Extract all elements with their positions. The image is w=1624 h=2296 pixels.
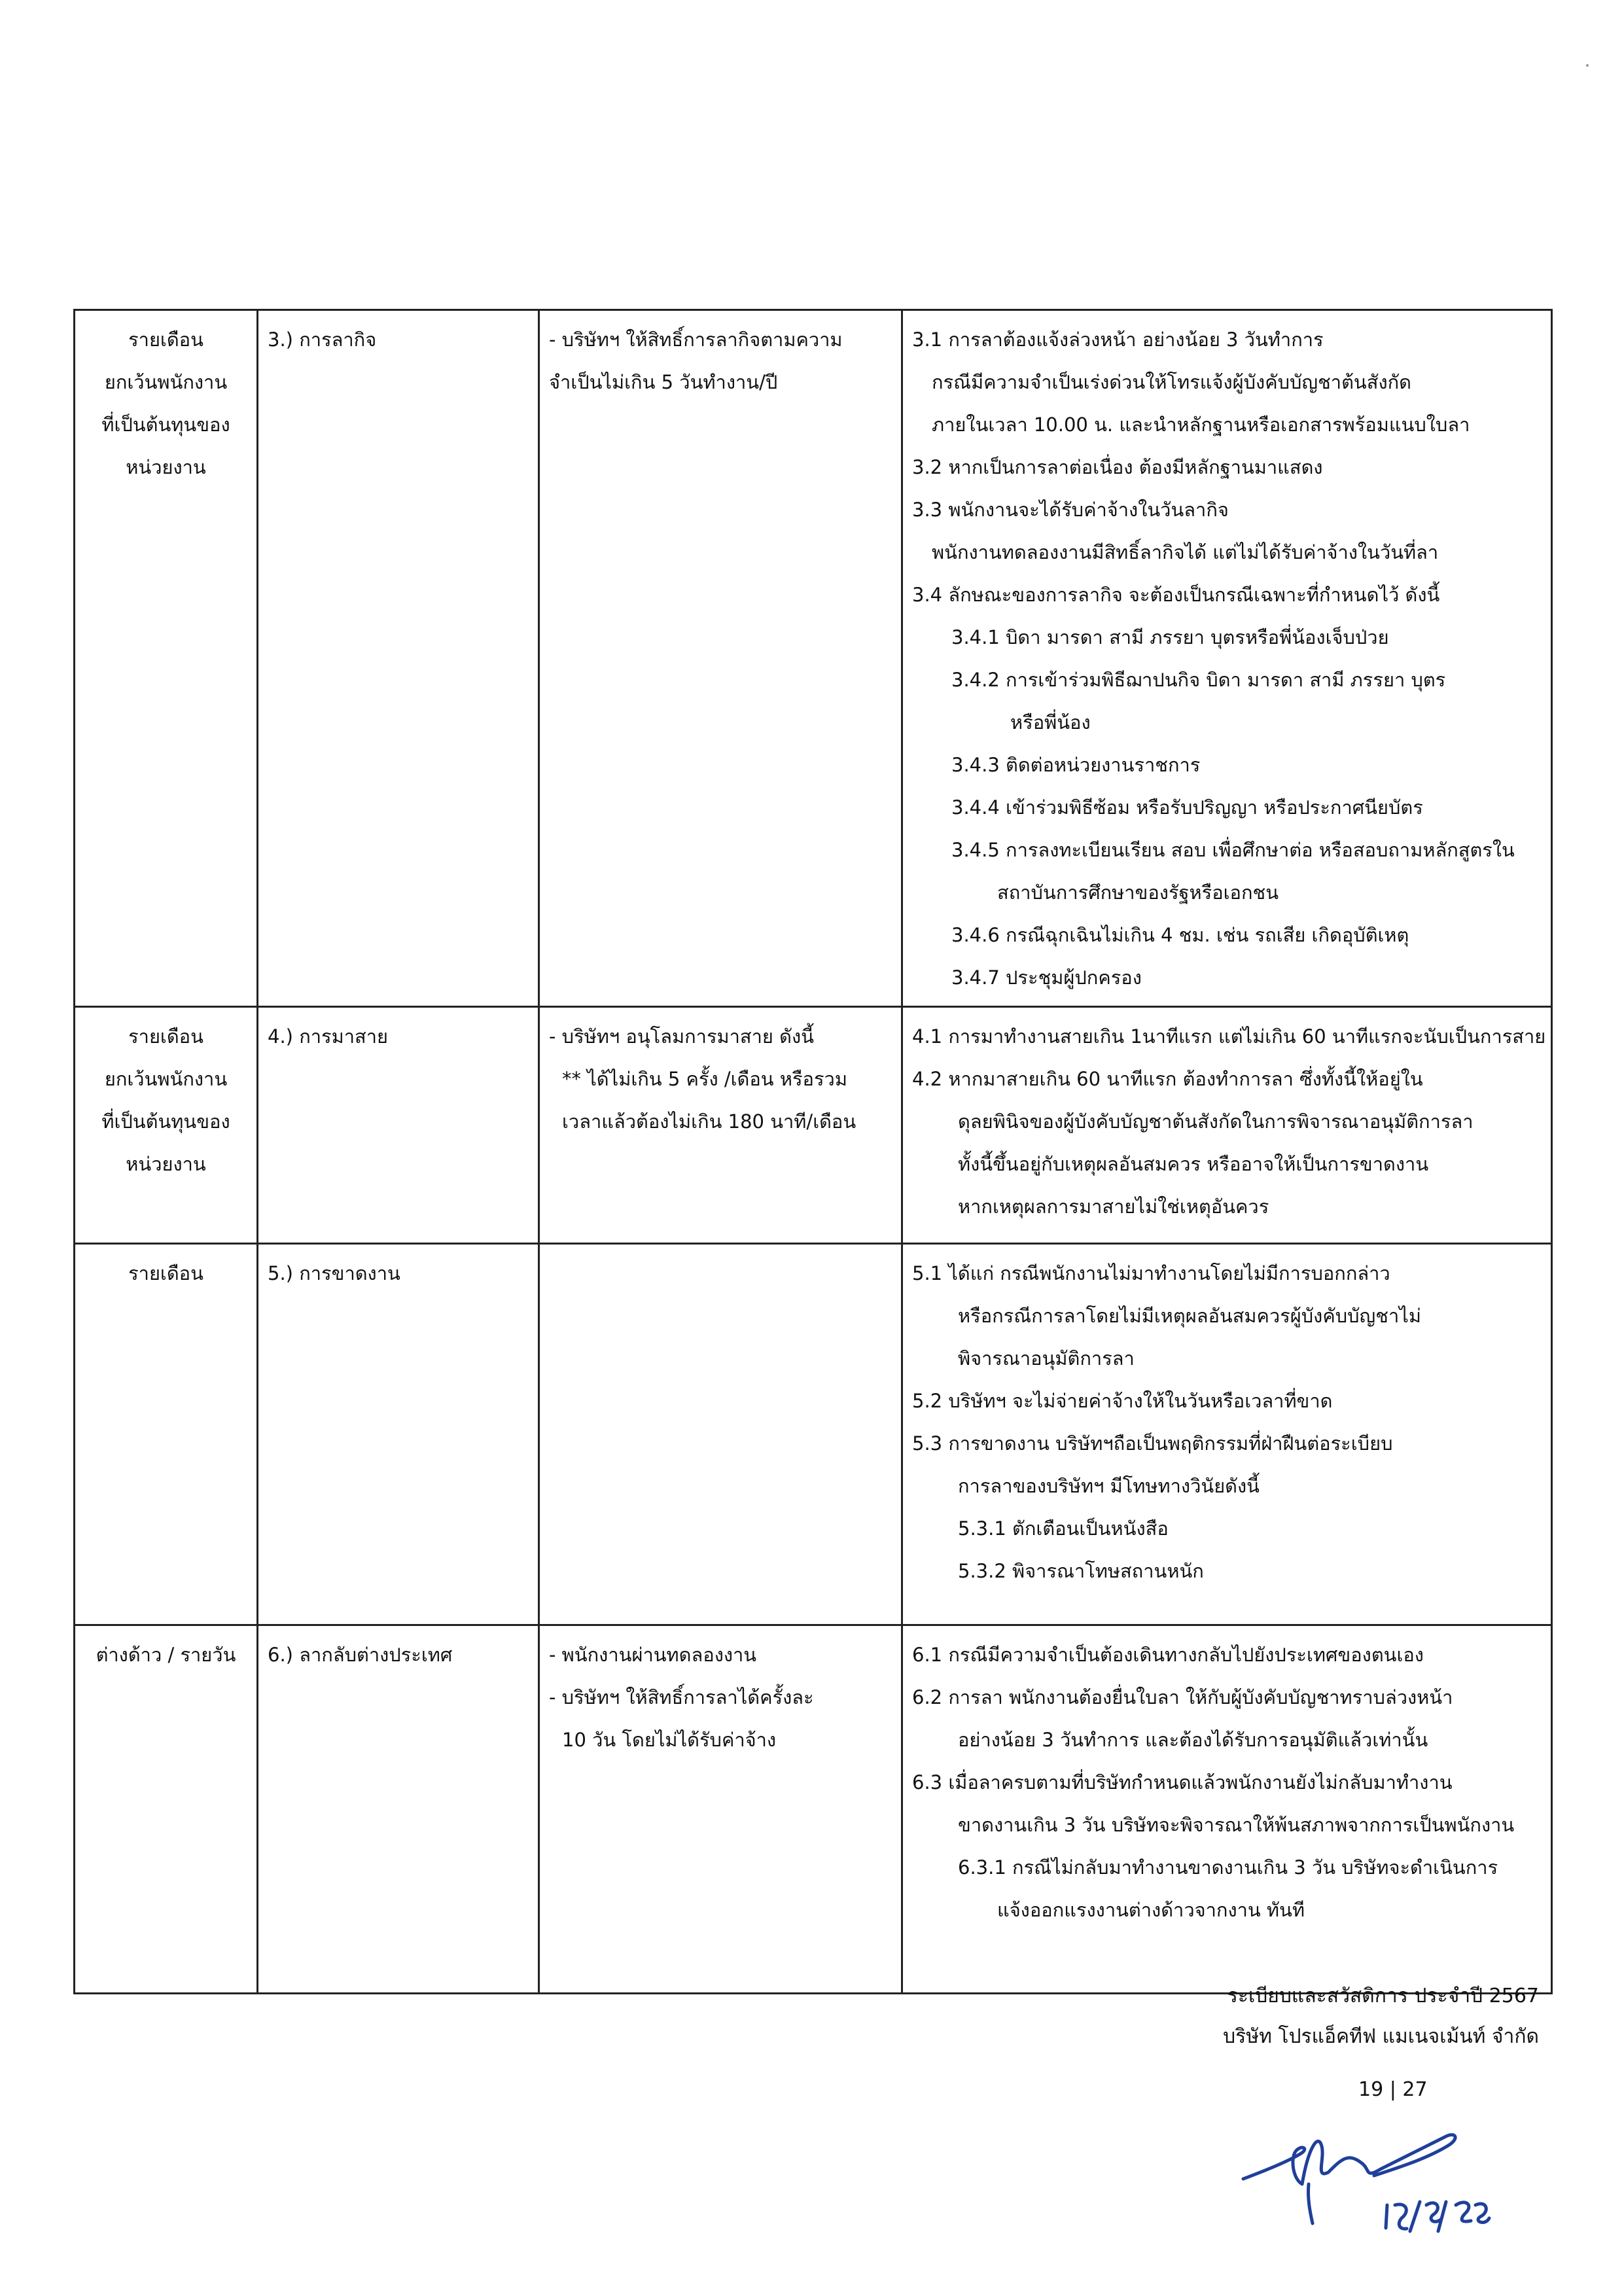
- condition-line: 5.3.1 ตักเตือนเป็นหนังสือ: [958, 1517, 1169, 1540]
- entitlement-line: - บริษัทฯ ให้สิทธิ์การลาได้ครั้งละ: [549, 1686, 814, 1708]
- condition-line: ดุลยพินิจของผู้บังคับบัญชาต้นสังกัดในการพิจารณาอนุมัติการลา: [958, 1110, 1474, 1133]
- condition-line: 3.3 พนักงานจะได้รับค่าจ้างในวันลากิจ: [912, 499, 1229, 521]
- employee-type-cell: [75, 1244, 258, 1625]
- leave-type-cell: [258, 1244, 539, 1625]
- leave-type-cell: [258, 1007, 539, 1244]
- condition-line: 3.4.7 ประชุมผู้ปกครอง: [951, 966, 1142, 989]
- employee-type-line: รายเดือน: [128, 1262, 203, 1284]
- condition-line: 4.2 หากมาสายเกิน 60 นาทีแรก ต้องทำการลา ซึ่งทั้งนี้ให้อยู่ใน: [912, 1068, 1423, 1090]
- leave-type-label: 4.) การมาสาย: [268, 1025, 388, 1048]
- employee-type-line: ที่เป็นต้นทุนของ: [101, 1110, 230, 1133]
- document-footer: [1223, 1976, 1539, 2057]
- condition-line: 3.4.4 เข้าร่วมพิธีซ้อม หรือรับปริญญา หรือประกาศนียบัตร: [951, 796, 1423, 819]
- entitlement-line: ** ได้ไม่เกิน 5 ครั้ง /เดือน หรือรวม: [562, 1068, 847, 1090]
- conditions-cell: [902, 1625, 1552, 1994]
- employee-type-line: ยกเว้นพนักงาน: [104, 1068, 228, 1090]
- condition-line: พนักงานทดลองงานมีสิทธิ์ลากิจได้ แต่ไม่ได้รับค่าจ้างในวันที่ลา: [932, 541, 1439, 563]
- condition-line: 5.2 บริษัทฯ จะไม่จ่ายค่าจ้างให้ในวันหรือเวลาที่ขาด: [912, 1390, 1333, 1412]
- leave-regulation-table: [73, 309, 1553, 1994]
- condition-line: 3.2 หากเป็นการลาต่อเนื่อง ต้องมีหลักฐานมาแสดง: [912, 456, 1323, 478]
- condition-line: 6.3 เมื่อลาครบตามที่บริษัทกำหนดแล้วพนักงานยังไม่กลับมาทำงาน: [912, 1771, 1453, 1793]
- condition-line: หากเหตุผลการมาสายไม่ใช่เหตุอันควร: [958, 1195, 1269, 1218]
- condition-line: สถาบันการศึกษาของรัฐหรือเอกชน: [997, 881, 1279, 904]
- table-row-absence: [75, 1244, 1552, 1625]
- employee-type-line: รายเดือน: [128, 328, 203, 351]
- scan-speck: [1586, 64, 1589, 67]
- condition-line: หรือกรณีการลาโดยไม่มีเหตุผลอันสมควรผู้บังคับบัญชาไม่: [958, 1305, 1421, 1327]
- condition-line: 3.4 ลักษณะของการลากิจ จะต้องเป็นกรณีเฉพาะที่กำหนดไว้ ดังนี้: [912, 584, 1440, 606]
- handwritten-signature: [1230, 2107, 1518, 2238]
- entitlement-line: - บริษัทฯ ให้สิทธิ์การลากิจตามความ: [549, 328, 843, 351]
- footer-company-name: บริษัท โปรแอ็คทีฟ แมเนจเม้นท์ จำกัด: [1223, 2025, 1539, 2048]
- condition-line: 6.2 การลา พนักงานต้องยื่นใบลา ให้กับผู้บังคับบัญชาทราบล่วงหน้า: [912, 1686, 1453, 1708]
- condition-line: 3.1 การลาต้องแจ้งล่วงหน้า อย่างน้อย 3 วันทำการ: [912, 328, 1324, 351]
- condition-line: กรณีมีความจำเป็นเร่งด่วนให้โทรแจ้งผู้บังคับบัญชาต้นสังกัด: [932, 371, 1412, 393]
- leave-type-cell: [258, 310, 539, 1007]
- employee-type-line: หน่วยงาน: [126, 1153, 206, 1175]
- condition-line: อย่างน้อย 3 วันทำการ และต้องได้รับการอนุมัติแล้วเท่านั้น: [958, 1729, 1428, 1751]
- table-row-lateness: [75, 1007, 1552, 1244]
- condition-line: 3.4.1 บิดา มารดา สามี ภรรยา บุตรหรือพี่น้องเจ็บป่วย: [951, 626, 1389, 648]
- condition-line: 3.4.6 กรณีฉุกเฉินไม่เกิน 4 ชม. เช่น รถเสีย เกิดอุบัติเหตุ: [951, 924, 1409, 946]
- leave-type-cell: [258, 1625, 539, 1994]
- entitlement-line: 10 วัน โดยไม่ได้รับค่าจ้าง: [562, 1729, 777, 1751]
- condition-line: แจ้งออกแรงงานต่างด้าวจากงาน ทันที: [997, 1899, 1305, 1921]
- entitlement-line: จำเป็นไม่เกิน 5 วันทำงาน/ปี: [549, 371, 778, 393]
- condition-line: 3.4.3 ติดต่อหน่วยงานราชการ: [951, 754, 1201, 776]
- leave-type-label: 6.) ลากลับต่างประเทศ: [268, 1644, 453, 1666]
- condition-line: 3.4.5 การลงทะเบียนเรียน สอบ เพื่อศึกษาต่อ หรือสอบถามหลักสูตรใน: [951, 839, 1515, 861]
- employee-type-line: รายเดือน: [128, 1025, 203, 1048]
- employee-type-cell: [75, 1007, 258, 1244]
- conditions-cell: [902, 1244, 1552, 1625]
- entitlement-line: - บริษัทฯ อนุโลมการมาสาย ดังนี้: [549, 1025, 814, 1048]
- condition-line: ขาดงานเกิน 3 วัน บริษัทจะพิจารณาให้พ้นสภาพจากการเป็นพนักงาน: [958, 1814, 1515, 1836]
- leave-type-label: 5.) การขาดงาน: [268, 1262, 400, 1284]
- entitlement-cell: [539, 1625, 902, 1994]
- conditions-cell: [902, 310, 1552, 1007]
- condition-line: 3.4.2 การเข้าร่วมพิธีฌาปนกิจ บิดา มารดา สามี ภรรยา บุตร: [951, 669, 1446, 691]
- entitlement-cell: [539, 310, 902, 1007]
- employee-type-cell: [75, 1625, 258, 1994]
- condition-line: ภายในเวลา 10.00 น. และนำหลักฐานหรือเอกสารพร้อมแนบใบลา: [932, 414, 1470, 436]
- entitlement-cell: [539, 1244, 902, 1625]
- table-row-personal-leave: [75, 310, 1552, 1007]
- employee-type-line: หน่วยงาน: [126, 456, 206, 478]
- condition-line: 6.3.1 กรณีไม่กลับมาทำงานขาดงานเกิน 3 วัน บริษัทจะดำเนินการ: [958, 1856, 1498, 1879]
- condition-line: ทั้งนี้ขึ้นอยู่กับเหตุผลอันสมควร หรืออาจให้เป็นการขาดงาน: [958, 1153, 1429, 1175]
- condition-line: การลาของบริษัทฯ มีโทษทางวินัยดังนี้: [958, 1475, 1260, 1497]
- condition-line: 5.3 การขาดงาน บริษัทฯถือเป็นพฤติกรรมที่ฝ่าฝืนต่อระเบียบ: [912, 1432, 1393, 1455]
- employee-type-line: ต่างด้าว / รายวัน: [96, 1644, 236, 1666]
- table-row-home-country-leave: [75, 1625, 1552, 1994]
- entitlement-cell: [539, 1007, 902, 1244]
- condition-line: 5.3.2 พิจารณาโทษสถานหนัก: [958, 1560, 1204, 1582]
- condition-line: พิจารณาอนุมัติการลา: [958, 1347, 1135, 1369]
- condition-line: 5.1 ได้แก่ กรณีพนักงานไม่มาทำงานโดยไม่มีการบอกกล่าว: [912, 1262, 1390, 1284]
- employee-type-line: ยกเว้นพนักงาน: [104, 371, 228, 393]
- condition-line: 6.1 กรณีมีความจำเป็นต้องเดินทางกลับไปยังประเทศของตนเอง: [912, 1644, 1424, 1666]
- entitlement-line: - พนักงานผ่านทดลองงาน: [549, 1644, 757, 1666]
- entitlement-line: เวลาแล้วต้องไม่เกิน 180 นาที/เดือน: [562, 1110, 856, 1133]
- page-number: 19 | 27: [1358, 2078, 1428, 2101]
- employee-type-line: ที่เป็นต้นทุนของ: [101, 414, 230, 436]
- employee-type-cell: [75, 310, 258, 1007]
- condition-line: หรือพี่น้อง: [1010, 711, 1091, 733]
- leave-type-label: 3.) การลากิจ: [268, 328, 377, 351]
- condition-line: 4.1 การมาทำงานสายเกิน 1นาทีแรก แต่ไม่เกิน 60 นาทีแรกจะนับเป็นการสาย: [912, 1025, 1546, 1048]
- conditions-cell: [902, 1007, 1552, 1244]
- footer-regulation-title: ระเบียบและสวัสดิการ ประจำปี 2567: [1227, 1985, 1539, 2007]
